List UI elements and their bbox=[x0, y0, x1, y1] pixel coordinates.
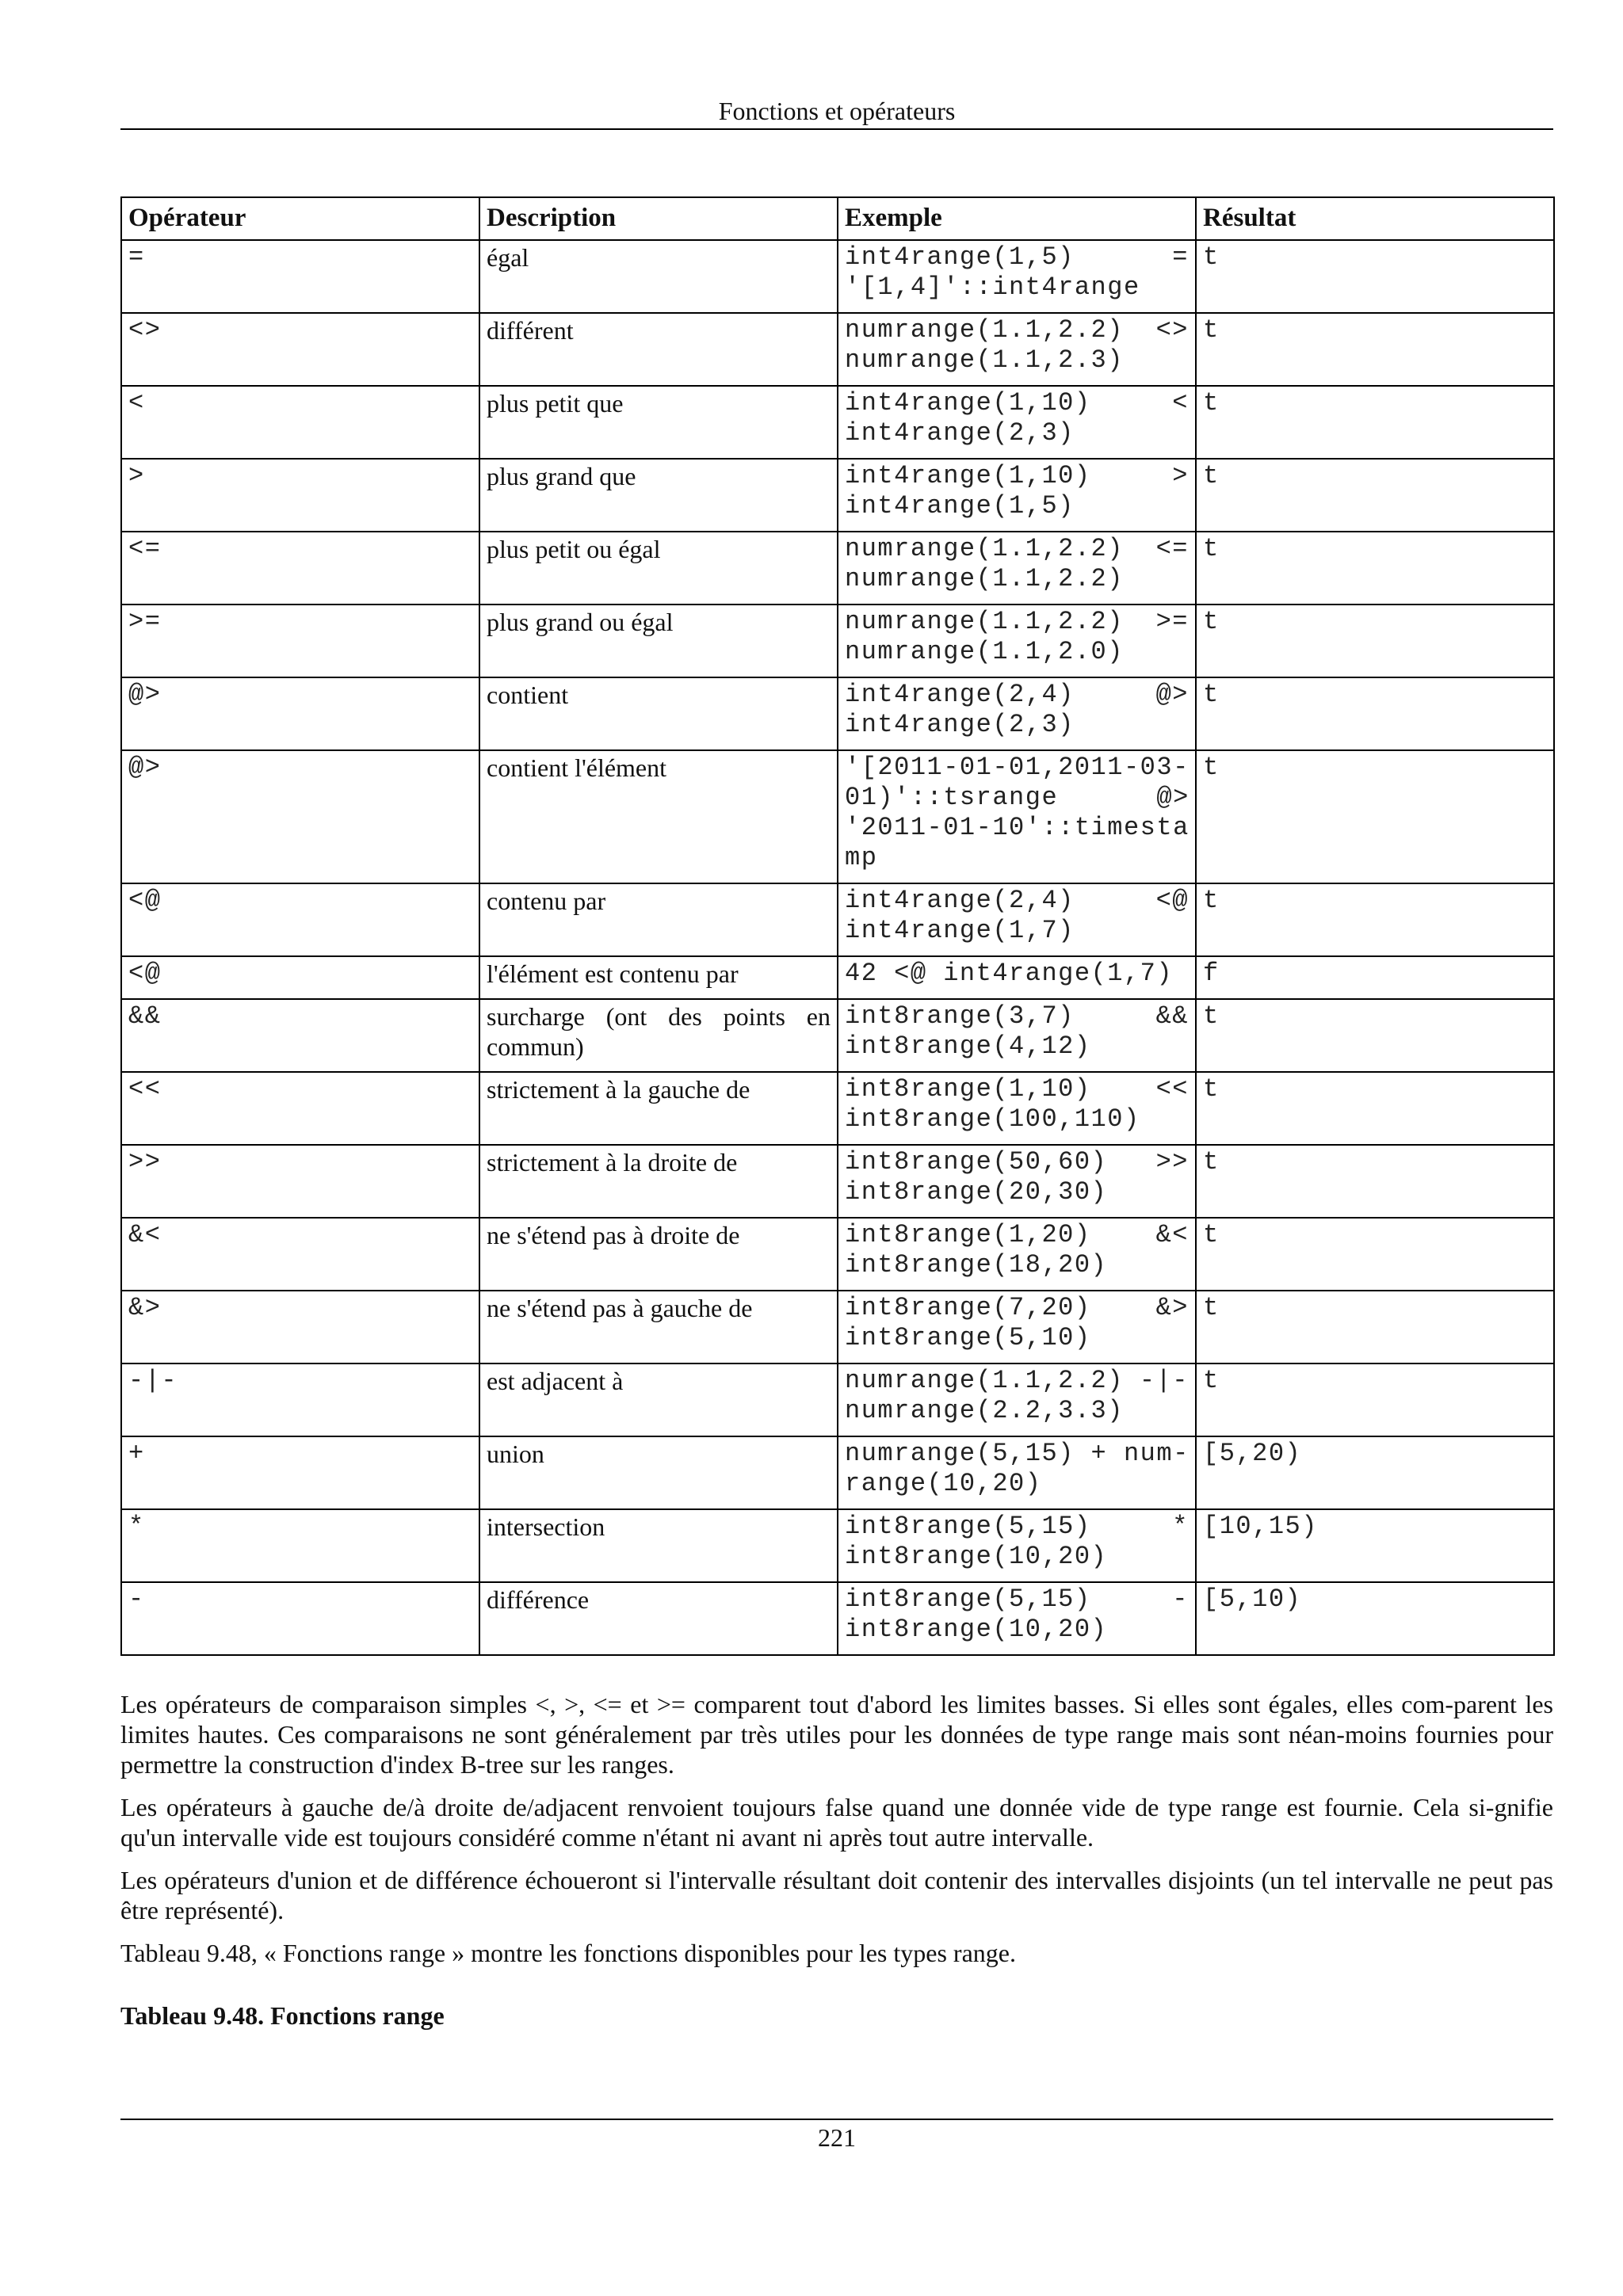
column-header-operator: Opérateur bbox=[121, 197, 479, 240]
example-left-operand: int8range(1,10) bbox=[845, 1074, 1091, 1104]
table-row bbox=[121, 750, 1554, 883]
description-cell: différent bbox=[479, 313, 838, 386]
example-operator: <> bbox=[1155, 315, 1189, 345]
description-cell: égal bbox=[479, 240, 838, 313]
example-operator: > bbox=[1172, 461, 1189, 490]
description-cell: plus grand que bbox=[479, 459, 838, 532]
operator-cell: <> bbox=[121, 313, 479, 386]
example-cell bbox=[838, 605, 1196, 677]
table-row bbox=[121, 1291, 1554, 1363]
description-cell: contenu par bbox=[479, 883, 838, 956]
description-cell: contient l'élément bbox=[479, 750, 838, 883]
operator-cell: <= bbox=[121, 532, 479, 605]
operator-cell: -|- bbox=[121, 1363, 479, 1436]
paragraph-table-reference: Tableau 9.48, « Fonctions range » montre les fonctions disponibles pour les types range. bbox=[120, 1939, 1016, 1967]
example-left-operand: numrange(1.1,2.2) bbox=[845, 1366, 1124, 1395]
column-header-result: Résultat bbox=[1196, 197, 1554, 240]
example-operator: >= bbox=[1155, 607, 1189, 636]
page-number: 221 bbox=[818, 2123, 856, 2152]
result-cell: t bbox=[1196, 883, 1554, 956]
example-cell bbox=[838, 750, 1196, 883]
example-operator: &< bbox=[1155, 1220, 1189, 1249]
example-cell bbox=[838, 1072, 1196, 1145]
table-row bbox=[121, 1436, 1554, 1509]
example-right-operand: numrange(1.1,2.0) bbox=[845, 637, 1124, 666]
table-row bbox=[121, 459, 1554, 532]
table-body bbox=[121, 240, 1554, 1655]
result-cell: t bbox=[1196, 532, 1554, 605]
paragraph-left-right-adjacent: Les opérateurs à gauche de/à droite de/adjacent renvoient toujours false quand une donnée vide de type range est fournie. Cela si-gnifie qu'un intervalle vide est toujours considéré comme n'étant ni avant ni après tout autre intervalle. bbox=[120, 1793, 1553, 1852]
table-row bbox=[121, 386, 1554, 459]
result-cell: t bbox=[1196, 313, 1554, 386]
result-cell: t bbox=[1196, 1291, 1554, 1363]
table-row bbox=[121, 1072, 1554, 1145]
example-left-operand: int4range(1,10) bbox=[845, 388, 1091, 418]
table-row bbox=[121, 1218, 1554, 1291]
example-left-operand: int8range(1,20) bbox=[845, 1220, 1091, 1249]
operator-cell: <@ bbox=[121, 956, 479, 999]
result-cell: t bbox=[1196, 1072, 1554, 1145]
example-text: 42 <@ int4range(1,7) bbox=[845, 959, 1174, 988]
example-line: '[2011-01-01,2011-03- bbox=[845, 753, 1190, 782]
example-operator: * bbox=[1172, 1512, 1189, 1541]
table-row bbox=[121, 1145, 1554, 1218]
result-cell: t bbox=[1196, 1363, 1554, 1436]
table-row bbox=[121, 605, 1554, 677]
example-right-operand: int8range(20,30) bbox=[845, 1177, 1108, 1207]
result-cell: t bbox=[1196, 605, 1554, 677]
example-cell bbox=[838, 677, 1196, 750]
example-left-operand: int4range(2,4) bbox=[845, 680, 1075, 709]
example-cell bbox=[838, 1145, 1196, 1218]
example-cell bbox=[838, 956, 1196, 999]
example-right-operand: int4range(2,3) bbox=[845, 710, 1075, 739]
example-cell bbox=[838, 999, 1196, 1072]
example-left-operand: numrange(1.1,2.2) bbox=[845, 315, 1124, 345]
result-cell: [5,20) bbox=[1196, 1436, 1554, 1509]
result-cell: t bbox=[1196, 240, 1554, 313]
operator-cell: @> bbox=[121, 677, 479, 750]
operator-cell: @> bbox=[121, 750, 479, 883]
example-right-operand: int8range(18,20) bbox=[845, 1250, 1108, 1280]
example-cell bbox=[838, 883, 1196, 956]
example-operator: @> bbox=[1155, 680, 1189, 709]
description-cell: strictement à la gauche de bbox=[479, 1072, 838, 1145]
example-left-operand: numrange(1.1,2.2) bbox=[845, 534, 1124, 563]
example-right-operand: '[1,4]'::int4range bbox=[845, 273, 1140, 302]
result-cell: t bbox=[1196, 386, 1554, 459]
result-cell: t bbox=[1196, 750, 1554, 883]
operator-cell: >> bbox=[121, 1145, 479, 1218]
paragraph-comparison: Les opérateurs de comparaison simples <, >, <= et >= comparent tout d'abord les limites basses. Si elles sont égales, elles com-parent les limites hautes. Ces comparaisons ne sont généralement par très utiles pour les données de type range mais sont néan-moins fournies pour permettre la construction d'index B-tree sur les ranges. bbox=[120, 1690, 1553, 1779]
example-operator: &> bbox=[1155, 1293, 1189, 1322]
example-left-operand: int8range(3,7) bbox=[845, 1001, 1075, 1031]
operator-cell: < bbox=[121, 386, 479, 459]
operator-cell: = bbox=[121, 240, 479, 313]
example-line: '2011-01-10'::timesta bbox=[845, 813, 1190, 842]
example-operator: = bbox=[1172, 242, 1189, 272]
operator-cell: &> bbox=[121, 1291, 479, 1363]
operator-cell: * bbox=[121, 1509, 479, 1582]
example-cell bbox=[838, 1291, 1196, 1363]
table-header-row bbox=[121, 197, 1554, 240]
result-cell: [5,10) bbox=[1196, 1582, 1554, 1655]
example-cell bbox=[838, 1582, 1196, 1655]
description-cell: contient bbox=[479, 677, 838, 750]
description-cell: ne s'étend pas à droite de bbox=[479, 1218, 838, 1291]
example-left-operand: int4range(1,10) bbox=[845, 461, 1091, 490]
description-cell: l'élément est contenu par bbox=[479, 956, 838, 999]
paragraph-union-difference: Les opérateurs d'union et de différence échoueront si l'intervalle résultant doit contenir des intervalles disjoints (un tel intervalle ne peut pas être représenté). bbox=[120, 1866, 1553, 1924]
example-right-operand: int8range(4,12) bbox=[845, 1032, 1091, 1061]
example-left-operand: int8range(5,15) bbox=[845, 1512, 1091, 1541]
example-right-operand: range(10,20) bbox=[845, 1469, 1042, 1498]
running-header: Fonctions et opérateurs bbox=[718, 97, 956, 125]
result-cell: t bbox=[1196, 459, 1554, 532]
operator-cell: <@ bbox=[121, 883, 479, 956]
description-cell: plus grand ou égal bbox=[479, 605, 838, 677]
column-header-example: Exemple bbox=[838, 197, 1196, 240]
description-cell: ne s'étend pas à gauche de bbox=[479, 1291, 838, 1363]
operator-cell: - bbox=[121, 1582, 479, 1655]
example-line: 01)'::tsrange @> bbox=[845, 783, 1190, 812]
example-operator: && bbox=[1155, 1001, 1189, 1031]
result-cell: t bbox=[1196, 1145, 1554, 1218]
example-right-operand: numrange(1.1,2.3) bbox=[845, 345, 1124, 375]
header-rule bbox=[120, 128, 1553, 130]
table-row bbox=[121, 1509, 1554, 1582]
example-right-operand: numrange(2.2,3.3) bbox=[845, 1396, 1124, 1425]
description-cell: strictement à la droite de bbox=[479, 1145, 838, 1218]
operator-cell: &< bbox=[121, 1218, 479, 1291]
operator-cell: && bbox=[121, 999, 479, 1072]
description-cell: surcharge (ont des points en commun) bbox=[479, 999, 838, 1072]
result-cell: t bbox=[1196, 1218, 1554, 1291]
example-right-operand: int8range(10,20) bbox=[845, 1615, 1108, 1644]
example-line: mp bbox=[845, 843, 878, 872]
operator-cell: > bbox=[121, 459, 479, 532]
table-row bbox=[121, 1582, 1554, 1655]
range-operators-table bbox=[120, 196, 1555, 1656]
operator-cell: << bbox=[121, 1072, 479, 1145]
example-right-operand: int8range(100,110) bbox=[845, 1104, 1140, 1134]
example-operator: - bbox=[1172, 1585, 1189, 1614]
description-cell: est adjacent à bbox=[479, 1363, 838, 1436]
example-right-operand: int8range(10,20) bbox=[845, 1542, 1108, 1571]
table-row bbox=[121, 240, 1554, 313]
example-right-operand: int4range(1,7) bbox=[845, 916, 1075, 945]
example-operator: < bbox=[1172, 388, 1189, 418]
example-cell bbox=[838, 240, 1196, 313]
example-cell bbox=[838, 313, 1196, 386]
example-left-operand: int8range(7,20) bbox=[845, 1293, 1091, 1322]
example-cell bbox=[838, 386, 1196, 459]
example-cell bbox=[838, 532, 1196, 605]
example-operator: >> bbox=[1155, 1147, 1189, 1177]
example-right-operand: int8range(5,10) bbox=[845, 1323, 1091, 1352]
description-cell: union bbox=[479, 1436, 838, 1509]
example-right-operand: int4range(2,3) bbox=[845, 418, 1075, 448]
example-right-operand: int4range(1,5) bbox=[845, 491, 1075, 521]
example-operator: <@ bbox=[1155, 886, 1189, 915]
example-cell bbox=[838, 1509, 1196, 1582]
description-cell: différence bbox=[479, 1582, 838, 1655]
result-cell: f bbox=[1196, 956, 1554, 999]
example-right-operand: numrange(1.1,2.2) bbox=[845, 564, 1124, 593]
operator-cell: >= bbox=[121, 605, 479, 677]
description-cell: plus petit ou égal bbox=[479, 532, 838, 605]
example-operator: << bbox=[1155, 1074, 1189, 1104]
example-operator: -|- bbox=[1139, 1366, 1189, 1395]
table-row bbox=[121, 1363, 1554, 1436]
example-operator: <= bbox=[1155, 534, 1189, 563]
column-header-description: Description bbox=[479, 197, 838, 240]
table-row bbox=[121, 532, 1554, 605]
example-cell bbox=[838, 1363, 1196, 1436]
example-left-operand: int8range(50,60) bbox=[845, 1147, 1108, 1177]
result-cell: t bbox=[1196, 677, 1554, 750]
example-left-operand: int4range(2,4) bbox=[845, 886, 1075, 915]
result-cell: t bbox=[1196, 999, 1554, 1072]
table-row bbox=[121, 313, 1554, 386]
table-row bbox=[121, 883, 1554, 956]
example-left-operand: int4range(1,5) bbox=[845, 242, 1075, 272]
table-row bbox=[121, 999, 1554, 1072]
example-left-operand: int8range(5,15) bbox=[845, 1585, 1091, 1614]
example-cell bbox=[838, 1436, 1196, 1509]
table-row bbox=[121, 677, 1554, 750]
description-cell: intersection bbox=[479, 1509, 838, 1582]
table-caption: Tableau 9.48. Fonctions range bbox=[120, 2001, 445, 2030]
result-cell: [10,15) bbox=[1196, 1509, 1554, 1582]
operator-cell: + bbox=[121, 1436, 479, 1509]
example-cell bbox=[838, 459, 1196, 532]
description-cell: plus petit que bbox=[479, 386, 838, 459]
example-left-operand: numrange(5,15) + num- bbox=[845, 1439, 1190, 1468]
example-cell bbox=[838, 1218, 1196, 1291]
example-left-operand: numrange(1.1,2.2) bbox=[845, 607, 1124, 636]
table-row bbox=[121, 956, 1554, 999]
